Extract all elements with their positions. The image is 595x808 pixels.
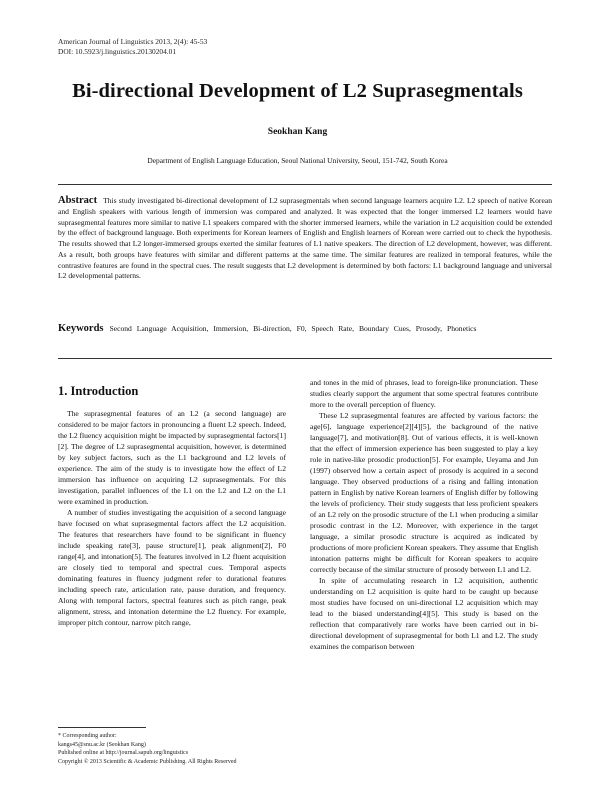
footnote-corresponding: * Corresponding author: <box>58 733 117 739</box>
abstract-bottom-divider <box>58 358 552 359</box>
section-heading-introduction: 1. Introduction <box>58 384 139 398</box>
footnote-email: kangs45@snu.ac.kr (Seokhan Kang) <box>58 741 146 748</box>
author-name: Seokhan Kang <box>267 127 328 137</box>
author-affiliation: Department of English Language Education, Seoul National University, Seoul, 151-742, South Korea <box>147 156 448 165</box>
left-column <box>58 408 286 628</box>
keywords-heading: Keywords <box>58 323 104 334</box>
paragraph: The suprasegmental features of an L2 (a second language) are considered to be major factors in pronouncing a fluent L2 speech. Indeed, the L2 fluency acquisition might be impacted by suprasegmental factors[1][2]. The degree of L2 suprasegmental acquisition, however, is determined by key subject factors, such as the L1 background and L2 levels of experience. The aim of the study is to investigate how the effect of L2 immersion has influence on acquiring L2 suprasegmentals. For this investigation, parallel influences of the L1 on the L2 and L2 on the L1 were examined in production. <box>58 409 286 506</box>
journal-header <box>58 37 207 56</box>
paragraph: and tones in the mid of phrases, lead to foreign-like pronunciation. These studies clearly support the argument that some spectral features contribute more to the overall perception of fluency. <box>310 378 538 409</box>
paper-title: Bi-directional Development of L2 Suprasegmentals <box>72 80 523 102</box>
paragraph: A number of studies investigating the acquisition of a second language have focused on what suprasegmental factors affect the L2 acquisition. The features that researchers have found to be significant in fluency include speaking rate[3], pause structure[1], peak alignment[2], F0 range[4], and intonation[5]. The features involved in L2 fluent acquisition are closely tied to temporal and spectral cues. Temporal aspects dominating features in fluency judgment refer to durational features including speech rate, articulation rate, pause duration, and frequency. Along with temporal factors, spectral features such as pitch range, peak alignment, stress, and intonation determine the L2 fluency. For example, improper pitch contour, narrow pitch range, <box>58 508 286 627</box>
abstract <box>58 196 552 282</box>
abstract-top-divider <box>58 184 552 185</box>
journal-citation: American Journal of Linguistics 2013, 2(4): 45-53 <box>58 37 208 46</box>
abstract-text: This study investigated bi-directional development of L2 suprasegmentals when second language learners acquire L2. L2 speech of native Korean and English speakers with various length of immersion was compared and analyzed. It was expected that the longer immersed L2 learners would have suprasegmental features more similar to native L1 speakers compared with the shorter immersed learners, while the variation in L2 acquisition could be extended by the effect of background language. Both experiments for Korean learners of English and English learners of Korean were carried out to check the hypothesis. The results showed that L2 longer-immersed groups exerted the similar features of L1 native speakers. The direction of L2 development, however, was different. As a result, both groups have features with similar and different patterns at the same time. The similar features are realized in temporal features, while the contrastive features are found in the spectral cues. The result suggests that L2 development is determined by both factors: L1 background language and universal L2 developmental patterns. <box>58 196 552 281</box>
right-column <box>310 377 538 652</box>
footnote-published: Published online at http://journal.sapub.org/linguistics <box>58 750 189 757</box>
keywords <box>58 323 552 334</box>
footnote-copyright: Copyright © 2013 Scientific & Academic Publishing. All Rights Reserved <box>58 758 237 765</box>
paragraph: In spite of accumulating research in L2 acquisition, authentic understanding on L2 acquisition is quite hard to be caught up because most studies have focused on uni-directional L2 acquisition which may lead to the biased understanding[4][5]. This study is based on the reflection that comparatively rare works have been carried out in bi-directional development of suprasegmental for both L1 and L2. The study examines the comparison between <box>310 576 538 651</box>
paragraph: These L2 suprasegmental features are affected by various factors: the age[6], language experience[2][4][5], the background of the native language[7], and motivation[8]. Out of various effects, it is well-known that the effect of immersion experience has been suggested to play a key role in native-like prosodic production[5]. For example, Ueyama and Jun (1997) observed how a certain aspect of prosody is acquired in a second language. They observed productions of a rising and falling intonation pattern in English by native Korean learners of English differ by following the levels of proficiency. Their study suggests that less proficient speakers of an L2 rely on the prosodic structure of the L1 when producing a similar prosodic contrast in the L2. Moreover, with experience in the target language, a similar prosodic structure is acquired as indicated by productions of more proficient Korean speakers. They assume that English intonation patterns might be difficult for Korean speakers to acquire correctly because of the similar structure of prosody between L1 and L2. <box>310 411 538 574</box>
abstract-heading: Abstract <box>58 195 98 206</box>
footnote-divider <box>58 727 146 728</box>
keywords-text: Second Language Acquisition, Immersion, Bi-direction, F0, Speech Rate, Boundary Cues, Prosody, Phonetics <box>109 324 477 333</box>
doi: DOI: 10.5923/j.linguistics.20130204.01 <box>58 46 177 56</box>
footnotes <box>58 732 298 766</box>
